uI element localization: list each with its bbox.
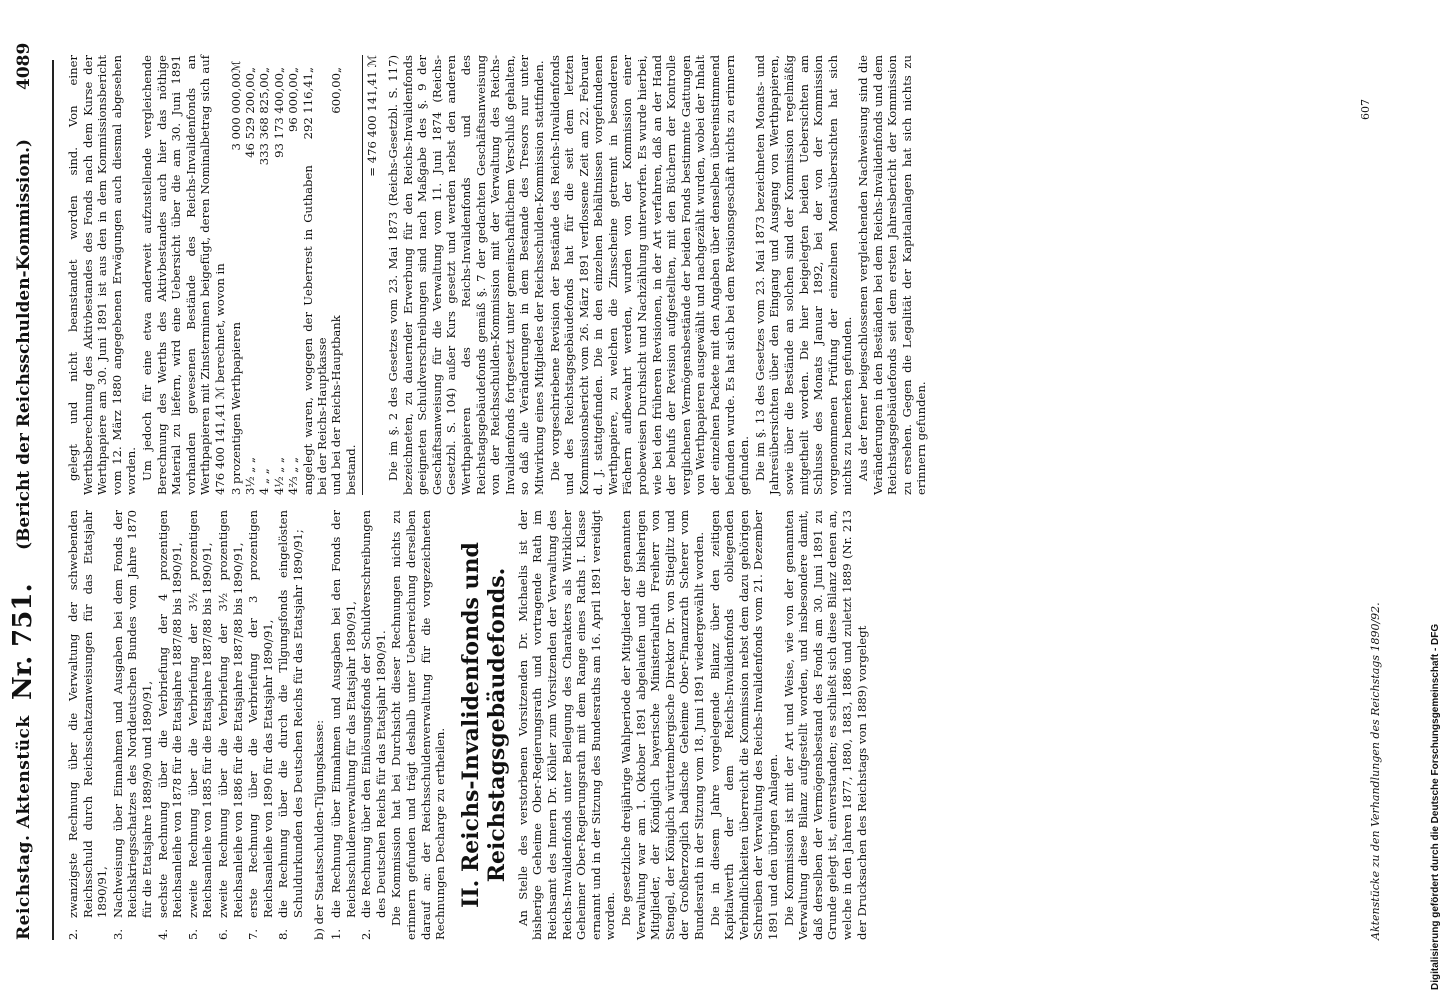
list-item: 6. zweite Rechnung über die Verbriefung der 3½ prozentigen Reichsanleihe von 1886 für die Etatsjahre 1887/88 bis 1890/91, [215, 510, 245, 940]
paragraph: Um jedoch für eine etwa anderweit aufzustellende vergleichende Berechnung des Werths des Aktivbestandes auch hier das nöthige Material zu liefern, wird eine Uebersicht über die am 30. Juni 1891 vorhanden gewesenen Bestände des Reichs-Invalidenfonds an Werthpapieren mit Zinsterminen beigefügt, deren Nominalbetrag sich auf 476 400 141,41 ℳ berechnet, wovon in [139, 55, 227, 495]
list-item: 4. sechste Rechnung über die Verbriefung der 4 prozentigen Reichsanleihe von 1878 für die Etatsjahre 1887/88 bis 1890/91, [155, 510, 185, 940]
right-column [66, 55, 930, 495]
paragraph: Die im §. 13 des Gesetzes vom 23. Mai 1873 bezeichneten Monats- und Jahresübersichten über den Eingang und Ausgang von Werthpapieren, sowie über die Bestände an solchen sind der Kommission regelmäßig mitgetheilt worden. Die hier beigelegten beiden Uebersichten am Schlusse des Monats Januar 1892, bei der von der Kommission vorgenommenen Prüfung der einzelnen Monatsübersichten hat sich nichts zu bemerken gefunden. [752, 55, 855, 495]
paragraph: Aus der ferner beigeschlossenen vergleichenden Nachweisung sind die Veränderungen in den Beständen bei dem Reichs-Invalidenfonds und dem Reichstagsgebäudefonds seit dem ersten Jahresbericht der Kommission zu ersehen. Gegen die Legalität der Kapitalanlagen hat sich nichts zu erinnern gefunden. [855, 55, 929, 495]
table-row: angelegt waren, wogegen der Ueberrest in Guthaben bei der Reichs-Hauptkasse 292 116,41 „ [300, 66, 329, 495]
digitization-note: Digitalisierung gefördert durch die Deutsche Forschungsgemeinschaft - DFG [1430, 623, 1441, 990]
header-title: (Bericht der Reichsschulden-Kommission.) [14, 138, 34, 550]
table-row: und bei der Reichs-Hauptbank 600,00 „ [329, 66, 344, 495]
list-item: 3. Nachweisung über Einnahmen und Ausgaben bei dem Fonds der Reichskriegsschatzes des Norddeutschen Bundes vom Jahre 1870 für die Etatsjahre 1889/90 und 1890/91, [110, 510, 154, 940]
left-column [66, 510, 870, 940]
table-row: 3½ „ „ 46 529 200,00 „ [242, 66, 257, 495]
table-row: 4 „ „ 333 368 825,00 „ [257, 66, 272, 495]
subsection-heading: b) der Staatsschulden-Tilgungskasse: [311, 720, 326, 940]
table-row: 4½ „ „ 93 173 400,00 „ [271, 66, 286, 495]
table-row: 3 prozentigen Werthpapieren 3 000 000,00 ℳ [228, 60, 243, 495]
page-number: 4089 [14, 42, 34, 90]
paragraph: Die Kommission ist mit der Art und Weise, wie von der genannten Verwaltung diese Bilanz aufgestellt worden, und insbesondere damit, daß derselben der Vermögensbestand des Fonds am 30. Juni 1891 zu Grunde gelegt ist, einverstanden; es schließt sich diese Bilanz denen an, welche in den Jahren 1877, 1880, 1883, 1886 und zuletzt 1889 (Nr. 213 der Drucksachen des Reichstags von 1889) vorgelegt [781, 510, 869, 940]
document-number: Nr. 751. [8, 583, 38, 700]
list-item: 1. die Rechnung über Einnahmen und Ausgaben bei den Fonds der Reichsschuldenverwaltung für das Etatsjahr 1890/91, [329, 510, 358, 940]
page-foot-number: 607 [1359, 99, 1372, 120]
list-item: 2. zwanzigste Rechnung über die Verwaltung der schwebenden Reichsschuld durch Reichsschatzanweisungen für das Etatsjahr 1890/91, [66, 510, 110, 940]
paragraph: Die in diesem Jahre vorgelegende Bilanz über den zeitigen Kapitalwerth der dem Reichs-Invalidenfonds obliegenden Verbindlichkeiten überreicht die Kommission nebst dem dazu gehörigen Schreiben der Verwaltung des Reichs-Invalidenfonds vom 21. Dezember 1891 und den übrigen Anlagen. [707, 510, 780, 940]
header-left: Reichstag. Aktenstück [14, 715, 34, 940]
paragraph: Die Kommission hat bei Durchsicht dieser Rechnungen nichts zu erinnern gefunden und trägt deshalb unter Ueberreichung derselben darauf an: der Reichsschuldenverwaltung für die vorgezeichneten Rechnungen Decharge zu ertheilen. [389, 510, 448, 940]
list-item: 2. die Rechnung über den Einlösungsfonds der Schuldverschreibungen des Deutschen Reichs für das Etatsjahr 1890/91. [359, 510, 388, 940]
paragraph: Die gesetzliche dreijährige Wahlperiode der Mitglieder der genannten Verwaltung war am 1. Oktober 1891 abgelaufen und die bisherigen Mitglieder, der Königlich bayerische Ministerialrath Freiherr von Stengel, der Königlich württembergische Direktor Dr. von Stieglitz und der Großherzoglich badische Geheime Ober-Finanzrath Scherer vom Bundesrath in der Sitzung vom 18. Juni 1891 wiedergewählt worden. [619, 510, 706, 940]
page-footer: Aktenstücke zu den Verhandlungen des Reichstags 1890/92. [1369, 602, 1382, 940]
paragraph: Die im §. 2 des Gesetzes vom 23. Mai 1873 (Reichs-Gesetzbl. S. 117) bezeichneten, zu dauernder Erwerbung für den Reichs-Invalidenfonds geeigneten Schuldverschreibungen sind nach Maßgabe des §. 9 der Geschäftsanweisung für die Verwaltung vom 11. Juni 1874 (Reichs-Gesetzbl. S. 104) außer Kurs gesetzt und werden nebst den anderen Werthpapieren des Reichs-Invalidenfonds und des Reichstagsgebäudefonds gemäß §. 7 der gedachten Geschäftsanweisung von der Reichsschulden-Kommission mit der Verwaltung des Reichs-Invalidenfonds fortgesetzt unter gemeinschaftlichem Verschluß gehalten, so daß alle Veränderungen in dem Bestande des Tresors nur unter Mitwirkung eines Mitgliedes der Reichsschulden-Kommission stattfinden. [385, 55, 546, 495]
table-row: 4⅔ „ „ 96 000,00 „ [286, 66, 301, 495]
list-item: 7. erste Rechnung über die Verbriefung der 3 prozentigen Reichsanleihe von 1890 für das Etatsjahr 1890/91, [246, 510, 275, 940]
header-rule [52, 60, 54, 940]
paragraph: An Stelle des verstorbenen Vorsitzenden Dr. Michaelis ist der bisherige Geheime Ober-Regierungsrath und vortragende Rath im Reichsamt des Innern Dr. Köhler zum Vorsitzenden der Verwaltung des Reichs-Invalidenfonds unter Beilegung des Charakters als Wirklicher Geheimer Ober-Regierungsrath mit dem Range eines Raths I. Klasse ernannt und in der Sitzung des Bundesraths am 16. April 1891 vereidigt worden. [515, 510, 618, 940]
holdings-suffix: bestand. [343, 444, 358, 495]
holdings-table [229, 55, 344, 495]
section-heading: II. Reichs-Invalidenfonds und Reichstagsgebäudefonds. [457, 542, 510, 908]
holdings-total: = 476 400 141,41 ℳ [362, 55, 380, 495]
list-item: 5. zweite Rechnung über die Verbriefung der 3½ prozentigen Reichsanleihe von 1885 für die Etatsjahre 1887/88 bis 1890/91, [185, 510, 215, 940]
paragraph: gelegt und nicht beanstandet worden sind. Von einer Werthsberechnung des Aktivbestandes des Fonds nach dem Kurse der Werthpapiere am 30. Juni 1891 ist aus den in dem Kommissionsbericht vom 12. März 1880 angegebenen Erwägungen auch diesmal abgesehen worden. [66, 55, 139, 495]
list-item: 8. die Rechnung über die durch die Tilgungsfonds eingelösten Schuldurkunden des Deutschen Reichs für das Etatsjahr 1890/91; [276, 510, 305, 940]
paragraph: Die vorgeschriebene Revision der Bestände des Reichs-Invalidenfonds und des Reichstagsgebäudefonds hat für die seit dem letzten Kommissionsbericht vom 26. März 1891 verflossene Zeit am 22. Februar d. J. stattgefunden. Die in den einzelnen Behältnissen vorgefundenen Werthpapiere, zu welchen die Zinsscheine getrennt in besonderen Fächern aufbewahrt werden, wurden von der Kommission einer probeweisen Durchsicht und Nachzählung unterworfen. Es wurde hierbei, wie bei den früheren Revisionen, in der Art verfahren, daß an der Hand der behufs der Revision aufgestellten, mit den Büchern der Kontrolle verglichenen Vermögensbestände der beiden Fonds bestimmte Gattungen von Werthpapieren ausgewählt und nachgezählt wurden, wobei der Inhalt der einzelnen Packete mit den Angaben über denselben übereinstimmend befunden wurde. Es hat sich bei dem Revisionsgeschäft nichts zu erinnern gefunden. [547, 55, 752, 495]
